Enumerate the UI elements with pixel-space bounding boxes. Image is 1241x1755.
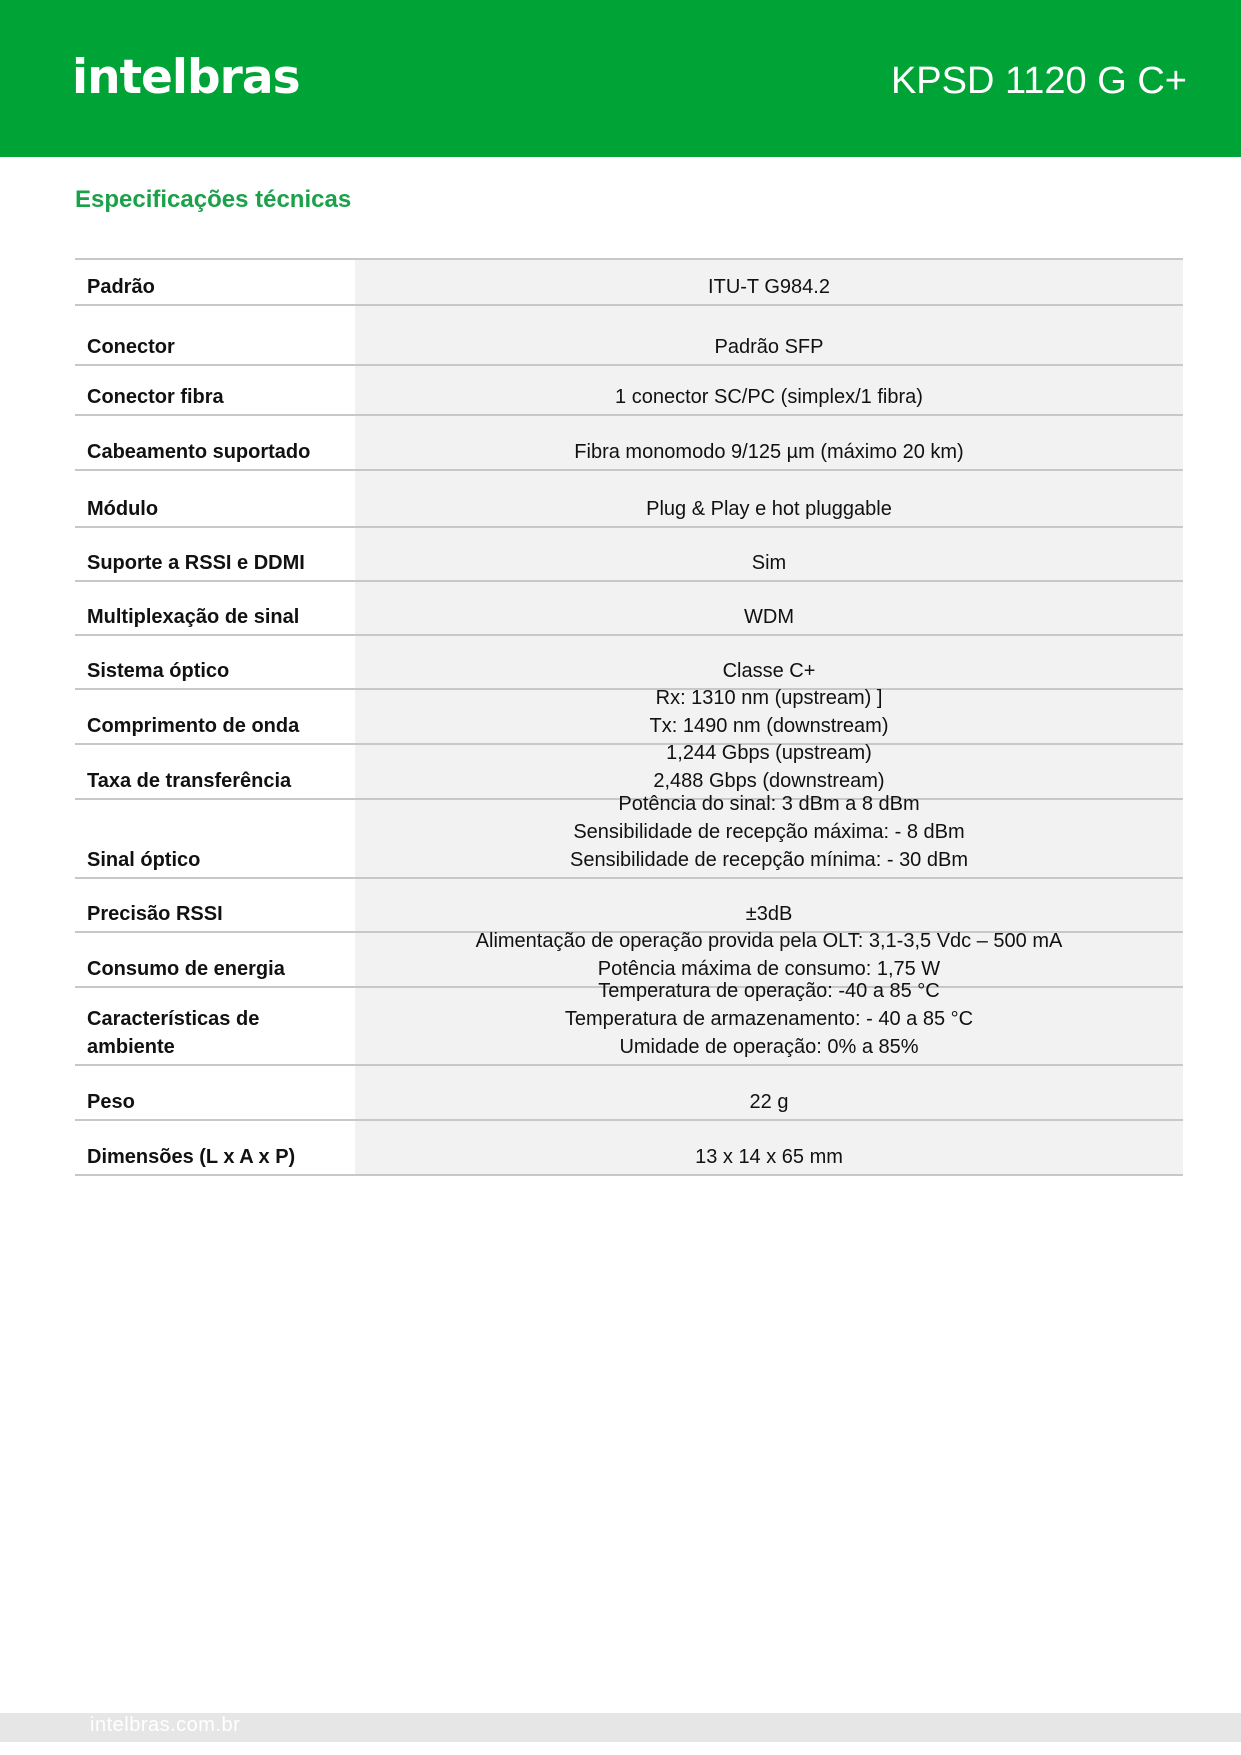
spec-label: Sinal óptico [87, 849, 201, 871]
spec-label: Precisão RSSI [87, 903, 223, 925]
spec-value-line: Potência máxima de consumo: 1,75 W [597, 958, 941, 980]
spec-label: Taxa de transferência [87, 770, 292, 792]
spec-value-line: Classe C+ [722, 660, 816, 682]
spec-row [75, 582, 1183, 636]
spec-value [355, 687, 1183, 743]
spec-row [75, 636, 1183, 690]
spec-row [75, 687, 1183, 745]
spec-value-line: 22 g [749, 1091, 789, 1113]
spec-value-line: WDM [744, 606, 794, 628]
spec-row [75, 366, 1183, 416]
spec-row [75, 260, 1183, 306]
spec-label: Sistema óptico [87, 660, 230, 682]
spec-value [355, 1066, 1183, 1119]
spec-value-line: Temperatura de armazenamento: - 40 a 85 °C [564, 1008, 974, 1030]
spec-row [75, 879, 1183, 933]
spec-value [355, 306, 1183, 364]
spec-label: Dimensões (L x A x P) [87, 1146, 296, 1168]
spec-value [355, 582, 1183, 634]
spec-label: Cabeamento suportado [87, 441, 311, 463]
spec-value [355, 528, 1183, 580]
spec-value-line: Sensibilidade de recepção mínima: - 30 dBm [570, 849, 968, 871]
spec-value-line: Sim [751, 552, 787, 574]
spec-row [75, 1066, 1183, 1121]
spec-label: Características de ambiente [87, 1008, 260, 1058]
product-model: KPSD 1120 G C+ [890, 60, 1187, 102]
spec-value-line: Padrão SFP [714, 336, 824, 358]
spec-label: Módulo [87, 498, 159, 520]
spec-value [355, 416, 1183, 469]
section-title: Especificações técnicas [75, 186, 352, 213]
spec-row [75, 793, 1183, 879]
spec-value [355, 471, 1183, 526]
spec-value [355, 366, 1183, 414]
spec-label: Padrão [87, 276, 155, 298]
spec-value-line: Temperatura de operação: -40 a 85 °C [598, 980, 940, 1002]
spec-value-line: Alimentação de operação provida pela OLT: 3,1-3,5 Vdc – 500 mA [475, 930, 1063, 952]
header-bar [0, 0, 1241, 157]
spec-value-line: 13 x 14 x 65 mm [695, 1146, 843, 1168]
spec-value-line: Plug & Play e hot pluggable [646, 498, 892, 520]
spec-value-line: Rx: 1310 nm (upstream) ] [655, 687, 883, 709]
spec-value-line: 1,244 Gbps (upstream) [666, 742, 872, 764]
spec-row [75, 306, 1183, 366]
spec-value-line: Tx: 1490 nm (downstream) [649, 715, 889, 737]
spec-value-line: ±3dB [745, 903, 793, 925]
spec-value [355, 1121, 1183, 1174]
spec-label: Peso [87, 1091, 135, 1113]
spec-value-line: 2,488 Gbps (downstream) [653, 770, 885, 792]
spec-value-line: ITU-T G984.2 [708, 276, 830, 298]
spec-label: Suporte a RSSI e DDMI [87, 552, 305, 574]
spec-value-line: Potência do sinal: 3 dBm a 8 dBm [618, 793, 920, 815]
spec-value [355, 793, 1183, 877]
spec-label: Conector [87, 336, 175, 358]
spec-value-line: Fibra monomodo 9/125 µm (máximo 20 km) [574, 441, 964, 463]
spec-row [75, 416, 1183, 471]
spec-label: Comprimento de onda [87, 715, 300, 737]
spec-value [355, 260, 1183, 304]
spec-label: Conector fibra [87, 386, 224, 408]
spec-value-line: Sensibilidade de recepção máxima: - 8 dBm [573, 821, 965, 843]
spec-value-line: Umidade de operação: 0% a 85% [619, 1036, 919, 1058]
spec-label: Consumo de energia [87, 958, 285, 980]
spec-row [75, 1121, 1183, 1176]
spec-value-line: 1 conector SC/PC (simplex/1 fibra) [615, 386, 923, 408]
footer-url: intelbras.com.br [90, 1714, 241, 1736]
spec-row [75, 471, 1183, 528]
spec-value [355, 980, 1183, 1064]
spec-value [355, 879, 1183, 931]
spec-label: Multiplexação de sinal [87, 606, 300, 628]
spec-value [355, 636, 1183, 688]
spec-row [75, 980, 1183, 1066]
brand-logo: intelbras [72, 50, 300, 105]
spec-table [75, 258, 1183, 1176]
spec-row [75, 528, 1183, 582]
